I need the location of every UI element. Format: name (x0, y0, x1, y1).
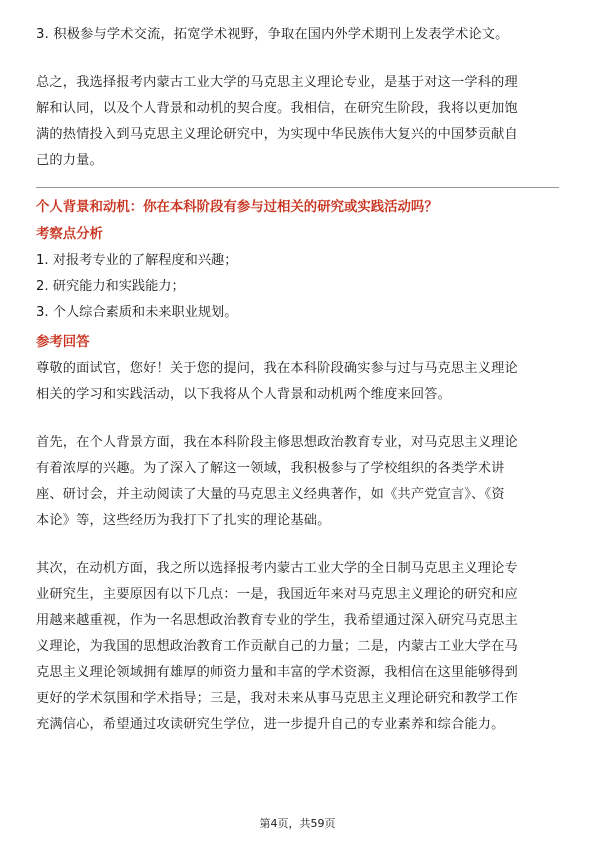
document-page (36, 22, 559, 738)
answer-line: 义理论，为我国的思想政治教育工作贡献自己的力量；二是，内蒙古工业大学在马 (36, 639, 518, 654)
answer-line: 克思主义理论领域拥有雄厚的师资力量和丰富的学术资源，我相信在这里能够得到 (36, 665, 518, 680)
conclusion-paragraph (36, 70, 559, 174)
answer-line: 其次，在动机方面，我之所以选择报考内蒙古工业大学的全日制马克思主义理论专 (36, 561, 518, 576)
answer-line: 首先，在个人背景方面，我在本科阶段主修思想政治教育专业，对马克思主义理论 (36, 435, 518, 450)
conclusion-line: 满的热情投入到马克思主义理论研究中，为实现中华民族伟大复兴的中国梦贡献自 (36, 127, 518, 142)
answer-line: 座、研讨会，并主动阅读了大量的马克思主义经典著作，如《共产党宣言》、《资 (36, 487, 505, 502)
page-number: 第4页，共59页 (259, 817, 336, 830)
conclusion-line: 解和认同，以及个人背景和动机的契合度。我相信，在研究生阶段，我将以更加饱 (36, 101, 518, 116)
answer-line: 更好的学术氛围和学术指导；三是，我对未来从事马克思主义理论研究和教学工作 (36, 691, 518, 706)
answer-line: 充满信心，希望通过攻读研究生学位，进一步提升自己的专业素养和综合能力。 (36, 717, 505, 732)
answer-intro (36, 356, 559, 408)
answer-intro-line: 相关的学习和实践活动，以下我将从个人背景和动机两个维度来回答。 (36, 387, 452, 402)
goal-item-3: 3. 积极参与学术交流，拓宽学术视野，争取在国内外学术期刊上发表学术论文。 (36, 27, 509, 42)
analysis-item: 1. 对报考专业的了解程度和兴趣； (36, 253, 238, 268)
answer-line: 用越来越重视，作为一名思想政治教育专业的学生，我希望通过深入研究马克思主 (36, 613, 518, 628)
answer-line: 本论》等，这些经历为我打下了扎实的理论基础。 (36, 513, 331, 528)
answer-paragraph-2 (36, 556, 559, 738)
interview-question: 个人背景和动机：你在本科阶段有参与过相关的研究或实践活动吗？ (36, 200, 438, 215)
conclusion-line: 己的力量。 (36, 153, 103, 168)
section-divider (36, 187, 559, 188)
analysis-heading: 考察点分析 (36, 227, 103, 242)
answer-paragraph-1 (36, 430, 559, 534)
answer-line: 有着浓厚的兴趣。为了深入了解这一领域，我积极参与了学校组织的各类学术讲 (36, 461, 505, 476)
analysis-list (36, 248, 559, 326)
analysis-item: 2. 研究能力和实践能力； (36, 279, 185, 294)
conclusion-line: 总之，我选择报考内蒙古工业大学的马克思主义理论专业，是基于对这一学科的理 (36, 75, 518, 90)
analysis-item: 3. 个人综合素质和未来职业规划。 (36, 305, 238, 320)
answer-line: 业研究生，主要原因有以下几点：一是，我国近年来对马克思主义理论的研究和应 (36, 587, 518, 602)
answer-heading: 参考回答 (36, 335, 90, 350)
answer-intro-line: 尊敬的面试官，您好！关于您的提问，我在本科阶段确实参与过与马克思主义理论 (36, 361, 518, 376)
